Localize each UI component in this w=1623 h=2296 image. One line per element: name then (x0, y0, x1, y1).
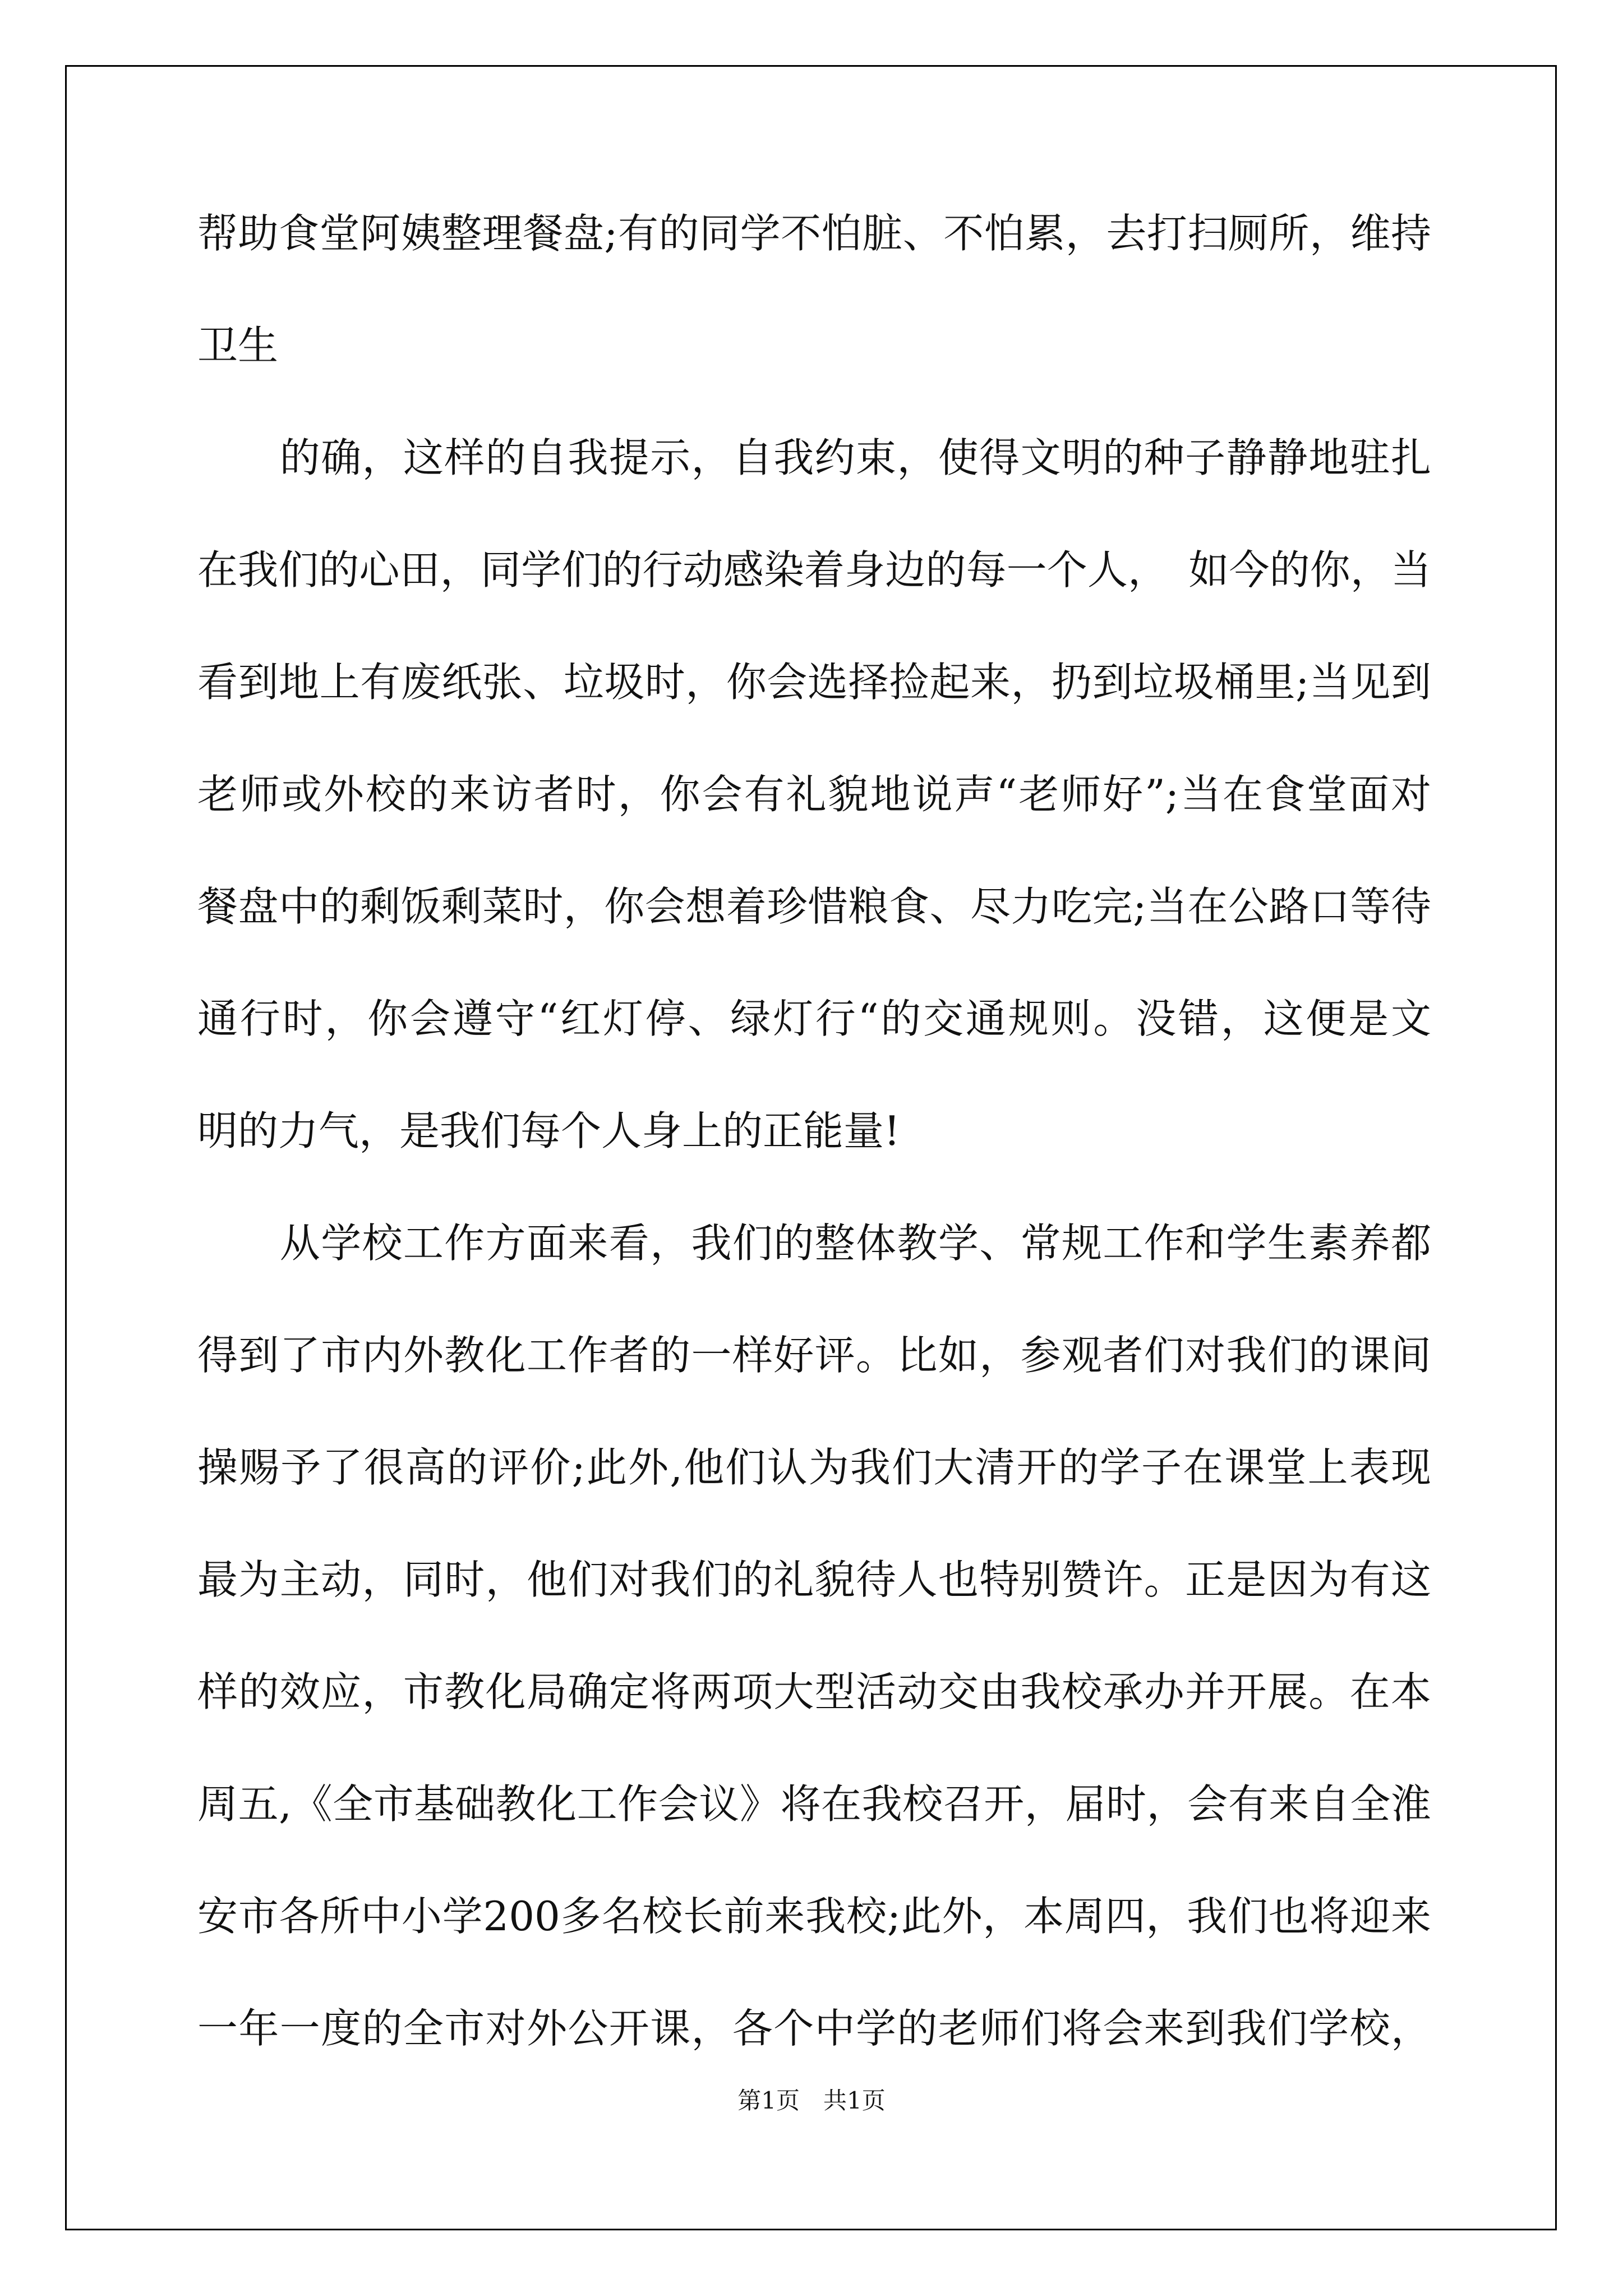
page-footer: 第1页 共1页 (737, 2087, 886, 2114)
text-line: 明的力气，是我们每个人身上的正能量! (197, 1107, 900, 1154)
text-line: 通行时，你会遵守“红灯停、绿灯行“的交通规则。没错，这便是文 (197, 995, 1431, 1042)
text-line: 卫生 (197, 322, 279, 369)
text-line: 周五,《全市基础教化工作会议》将在我校召开，届时，会有来自全淮 (197, 1780, 1431, 1828)
text-line: 帮助食堂阿姨整理餐盘;有的同学不怕脏、不怕累，去打扫厕所，维持 (197, 210, 1431, 257)
text-line: 得到了市内外教化工作者的一样好评。比如，参观者们对我们的课间 (197, 1332, 1431, 1379)
text-line: 在我们的心田，同学们的行动感染着身边的每一个人， 如今的你，当 (197, 546, 1431, 593)
text-line: 看到地上有废纸张、垃圾时，你会选择捡起来，扔到垃圾桶里;当见到 (197, 659, 1431, 706)
text-line: 餐盘中的剩饭剩菜时，你会想着珍惜粮食、尽力吃完;当在公路口等待 (197, 883, 1431, 930)
text-line: 最为主动，同时，他们对我们的礼貌待人也特别赞许。正是因为有这 (197, 1556, 1431, 1603)
document-body (197, 205, 1431, 2113)
text-line: 安市各所中小学200多名校长前来我校;此外，本周四，我们也将迎来 (197, 1893, 1431, 1940)
text-line: 一年一度的全市对外公开课，各个中学的老师们将会来到我们学校， (197, 2005, 1431, 2052)
text-line: 样的效应，市教化局确定将两项大型活动交由我校承办并开展。在本 (197, 1668, 1431, 1715)
text-line: 的确，这样的自我提示，自我约束，使得文明的种子静静地驻扎 (197, 434, 1431, 481)
text-line: 操赐予了很高的评价;此外,他们认为我们大清开的学子在课堂上表现 (197, 1444, 1431, 1491)
text-line: 老师或外校的来访者时，你会有礼貌地说声“老师好”;当在食堂面对 (197, 771, 1431, 818)
text-line: 从学校工作方面来看，我们的整体教学、常规工作和学生素养都 (197, 1220, 1431, 1267)
